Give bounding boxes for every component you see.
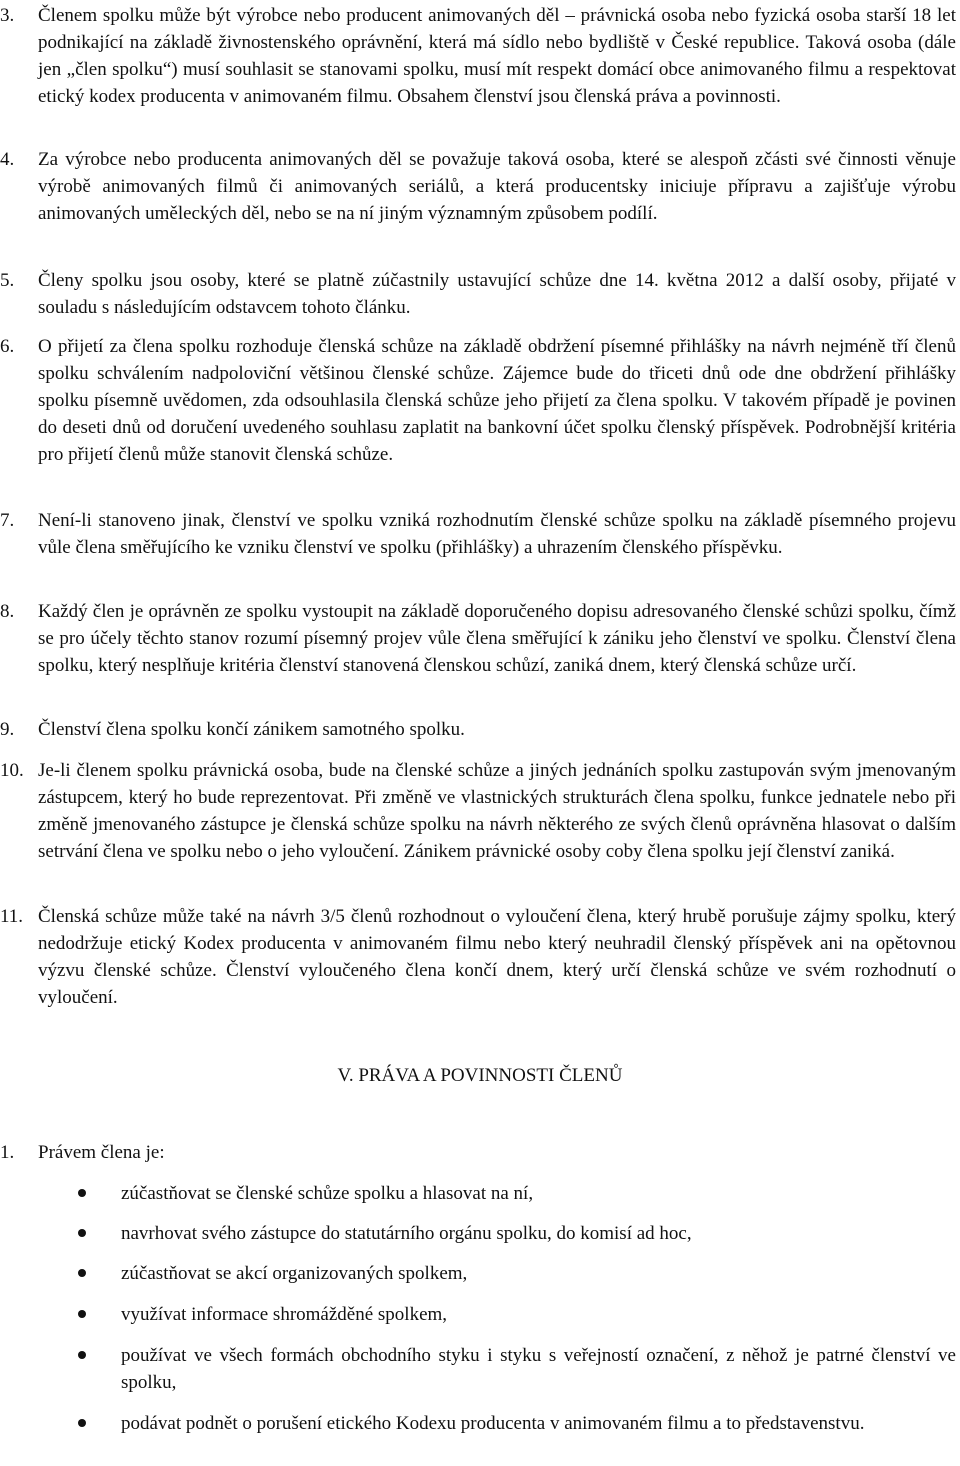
paragraph-5	[0, 267, 960, 321]
paragraph-4	[0, 146, 960, 227]
list-item	[0, 1301, 960, 1328]
paragraph-text: Právem člena je:	[38, 1142, 165, 1163]
bullet-icon	[78, 1342, 88, 1369]
paragraph-text: O přijetí za člena spolku rozhoduje členská schůze na základě obdržení písemné přihlášky na návrh nejméně tří členů spolku schválením nadpoloviční většinou členské schůze. Zájemce bude do třiceti dnů ode dne obdržení přihlášky spolku písemně uvědomen, zda odsouhlasila členská schůze jeho přijetí za člena spolku. V takovém případě je povinen do deseti dnů od doručení uvedeného souhlasu zaplatit na bankovní účet spolku členský příspěvek. Podrobnější kritéria pro přijetí členů může stanovit členská schůze.	[38, 336, 956, 465]
list-item-text: používat ve všech formách obchodního styku i styku s veřejností označení, z něhož je patrné členství ve spolku,	[121, 1345, 956, 1393]
paragraph-text: Členem spolku může být výrobce nebo producent animovaných děl – právnická osoba nebo fyzická osoba starší 18 let podnikající na základě živnostenského oprávnění, která má sídlo nebo bydliště v České republice. Taková osoba (dále jen „člen spolku“) musí souhlasit se stanovami spolku, musí mít respekt domácí obce animovaného filmu a respektovat etický kodex producenta v animovaném filmu. Obsahem členství jsou členská práva a povinnosti.	[38, 5, 956, 107]
paragraph-number: 4.	[0, 149, 15, 170]
paragraph-9	[0, 716, 960, 743]
list-item	[0, 1342, 960, 1396]
list-item-text: zúčastňovat se akcí organizovaných spolkem,	[121, 1263, 468, 1284]
bullet-icon	[78, 1220, 88, 1247]
list-item-text: navrhovat svého zástupce do statutárního orgánu spolku, do komisí ad hoc,	[121, 1223, 692, 1244]
bullet-icon	[78, 1180, 88, 1207]
paragraph-text: Je-li členem spolku právnická osoba, bude na členské schůze a jiných jednáních spolku zastupován svým jmenovaným zástupcem, který ho bude reprezentovat. Při změně ve vlastnických strukturách člena spolku, funkce jednatele nebo při změně jmenovaného zástupce je členská schůze spolku na návrh některého ze svých členů oprávněna hlasovat o dalším setrvání člena ve spolku nebo o jeho vyloučení. Zánikem právnické osoby coby člena spolku její členství zaniká.	[38, 760, 956, 862]
paragraph-6	[0, 333, 960, 468]
list-item-text: využívat informace shromážděné spolkem,	[121, 1304, 448, 1325]
paragraph-10	[0, 757, 960, 865]
paragraph-number: 1.	[0, 1142, 15, 1163]
paragraph-number: 5.	[0, 270, 15, 291]
paragraph-7	[0, 507, 960, 561]
paragraph-8	[0, 598, 960, 679]
paragraph-number: 9.	[0, 719, 15, 740]
paragraph-number: 10.	[0, 760, 24, 781]
list-item	[0, 1220, 960, 1247]
paragraph-text: Není-li stanoveno jinak, členství ve spolku vzniká rozhodnutím členské schůze spolku na základě písemného projevu vůle člena směřujícího ke vzniku členství ve spolku (přihlášky) a uhrazením členského příspěvku.	[38, 510, 956, 558]
section-heading: V. PRÁVA A POVINNOSTI ČLENŮ	[337, 1065, 623, 1086]
list-item	[0, 1180, 960, 1207]
list-item	[0, 1260, 960, 1287]
list-item	[0, 1410, 960, 1437]
list-item-text: zúčastňovat se členské schůze spolku a hlasovat na ní,	[121, 1183, 534, 1204]
rights-intro	[0, 1139, 960, 1166]
bullet-icon	[78, 1410, 88, 1437]
paragraph-number: 11.	[0, 906, 24, 927]
bullet-icon	[78, 1260, 88, 1287]
paragraph-text: Členy spolku jsou osoby, které se platně zúčastnily ustavující schůze dne 14. května 2012 a další osoby, přijaté v souladu s následujícím odstavcem tohoto článku.	[38, 270, 956, 318]
paragraph-text: Členství člena spolku končí zánikem samotného spolku.	[38, 719, 465, 740]
paragraph-text: Členská schůze může také na návrh 3/5 členů rozhodnout o vyloučení člena, který hrubě porušuje zájmy spolku, který nedodržuje etický Kodex producenta v animovaném filmu nebo který neuhradil členský příspěvek ani na opětovnou výzvu členské schůze. Členství vyloučeného člena končí dnem, který určí členská schůze ve svém rozhodnutí o vyloučení.	[38, 906, 956, 1008]
paragraph-number: 3.	[0, 5, 15, 26]
list-item-text: podávat podnět o porušení etického Kodexu producenta v animovaném filmu a to představenstvu.	[121, 1413, 865, 1434]
paragraph-11	[0, 903, 960, 1011]
paragraph-number: 8.	[0, 601, 15, 622]
bullet-icon	[78, 1301, 88, 1328]
paragraph-number: 6.	[0, 336, 15, 357]
paragraph-text: Každý člen je oprávněn ze spolku vystoupit na základě doporučeného dopisu adresovaného členské schůzi spolku, čímž se pro účely těchto stanov rozumí písemný projev vůle člena směřující k zániku jeho členství ve spolku. Členství člena spolku, který nesplňuje kritéria členství stanovená členskou schůzí, zaniká dnem, který členská schůze určí.	[38, 601, 956, 676]
paragraph-text: Za výrobce nebo producenta animovaných děl se považuje taková osoba, které se alespoň zčásti své činnosti věnuje výrobě animovaných filmů či animovaných seriálů, a která producentsky iniciuje přípravu a zajišťuje výrobu animovaných uměleckých děl, nebo se na ní jiným významným způsobem podílí.	[38, 149, 956, 224]
paragraph-3	[0, 2, 960, 110]
paragraph-number: 7.	[0, 510, 15, 531]
